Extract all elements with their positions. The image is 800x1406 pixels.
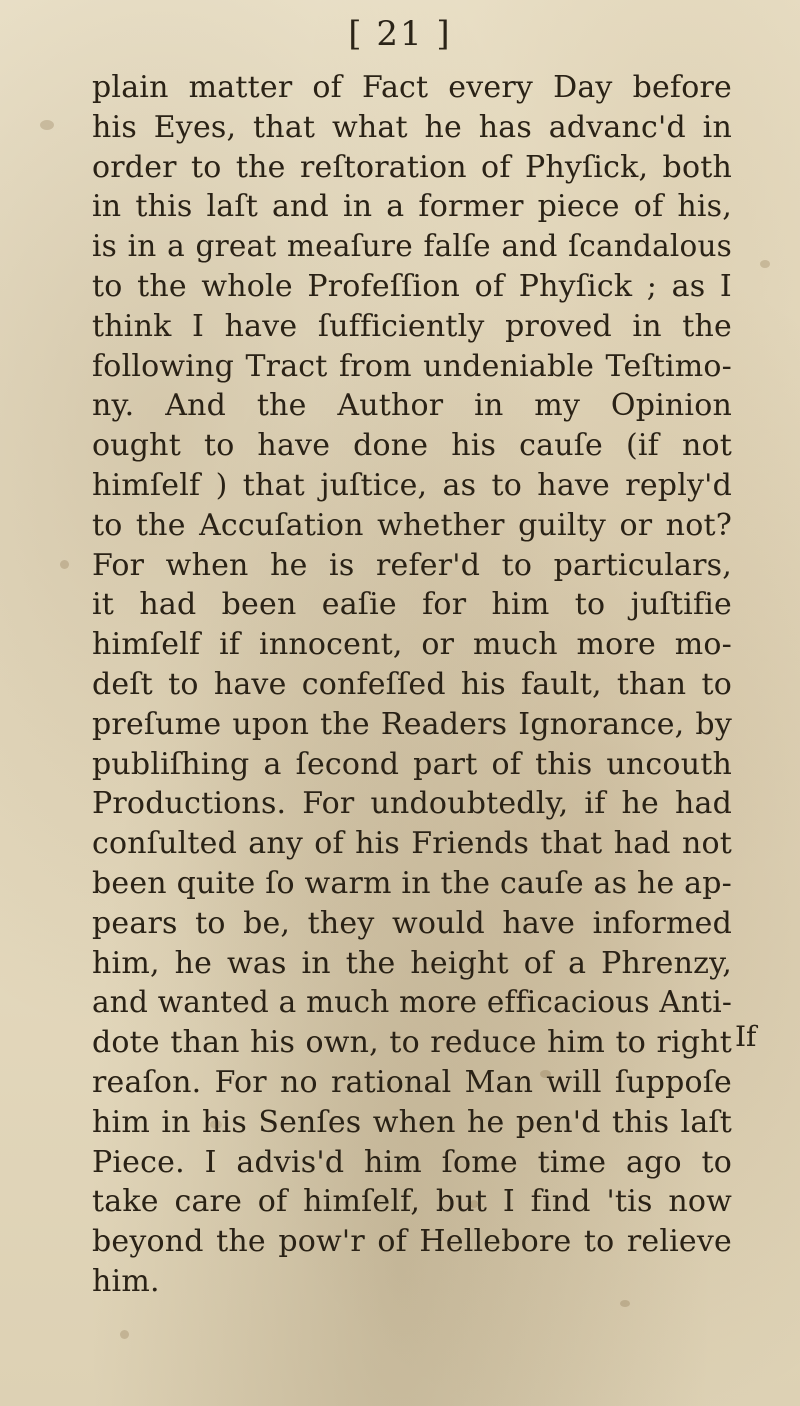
foxing-stain	[120, 1330, 129, 1339]
text-line: take care of himſelf, but I find 'tis now	[92, 1184, 732, 1220]
text-line: conſulted any of his Friends that had not	[92, 826, 732, 862]
text-line: dote than his own, to reduce him to right	[92, 1025, 732, 1061]
text-line: pears to be, they would have informed	[92, 905, 732, 941]
text-line: his Eyes, that what he has advanc'd in	[92, 109, 732, 145]
text-line: ny. And the Author in my Opinion	[92, 388, 732, 424]
body-text	[92, 68, 732, 1302]
text-line: him, he was in the height of a Phrenzy,	[92, 945, 732, 981]
text-line: Productions. For undoubtedly, if he had	[92, 786, 732, 822]
text-line: is in a great meaſure falſe and ſcandalous	[92, 229, 732, 264]
foxing-stain	[60, 560, 69, 569]
text-line: and wanted a much more efficacious Anti-	[92, 985, 732, 1020]
text-line: ought to have done his cauſe (if not	[92, 428, 732, 464]
text-line: plain matter of Fact every Day before	[92, 70, 732, 105]
text-line: it had been eaſie for him to juſtifie	[92, 587, 732, 623]
text-line: Piece. I advis'd him ſome time ago to	[92, 1144, 732, 1180]
foxing-stain	[40, 120, 54, 130]
text-line: himſelf if innocent, or much more mo-	[92, 627, 732, 663]
text-line: him in his Senſes when he pen'd this laſt	[92, 1104, 732, 1140]
text-line: him.	[92, 1263, 160, 1299]
text-line: to the whole Profeſſion of Phyſick ; as I	[92, 268, 732, 304]
text-line: preſume upon the Readers Ignorance, by	[92, 706, 732, 742]
text-line: think I have ſufficiently proved in the	[92, 308, 732, 344]
text-line: in this laſt and in a former piece of his,	[92, 189, 732, 225]
text-line: following Tract from undeniable Teſtimo-	[92, 348, 732, 384]
text-line: reaſon. For no rational Man will ſuppoſe	[92, 1064, 732, 1100]
text-line: to the Accuſation whether guilty or not?	[92, 507, 732, 543]
foxing-stain	[760, 260, 770, 268]
text-line: beyond the pow'r of Hellebore to relieve	[92, 1224, 732, 1260]
catchword: If	[735, 1020, 757, 1053]
text-line: publiſhing a ſecond part of this uncouth	[92, 746, 732, 782]
text-line: For when he is refer'd to particulars,	[92, 547, 732, 583]
text-line: deſt to have confeſſed his fault, than to	[92, 666, 732, 702]
text-line: order to the reſtoration of Phyſick, both	[92, 149, 732, 185]
text-line: himſelf ) that juſtice, as to have reply'd	[92, 467, 732, 503]
text-line: been quite ſo warm in the cauſe as he ap-	[92, 865, 733, 901]
page-number: [ 21 ]	[348, 14, 452, 54]
